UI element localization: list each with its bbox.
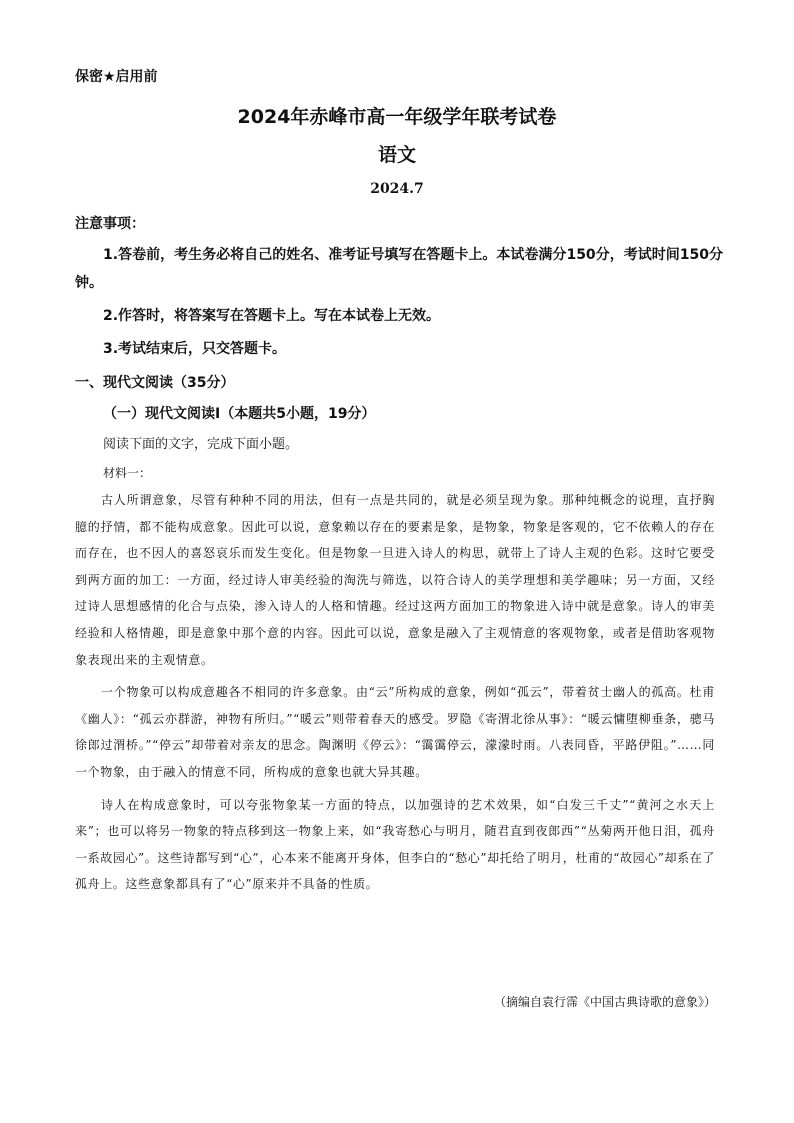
subject-title: 语文 xyxy=(377,144,416,166)
confidential-mark: 保密★启用前 xyxy=(75,69,158,85)
passage-paragraph: 诗人在构成意象时，可以夸张物象某一方面的特点，以加强诗的艺术效果，如“白发三千丈”“黄河之水天上来”；也可以将另一物象的特点移到这一物象上来，如“我寄愁心与明月，随君直到夜郎西”“丛菊两开他日泪，孤舟一系故园心”。这些诗都写到“心”，心本来不能离开身体，但李白的“愁心”却托给了明月，杜甫的“故园心”却系在了孤舟上。这些意象都具有了“心”原来并不具备的性质。 xyxy=(75,797,715,892)
notice-item: 1.答卷前，考生务必将自己的姓名、准考证号填写在答题卡上。本试卷满分150分，考试时间150分钟。 xyxy=(75,247,723,291)
passage-paragraph: 古人所谓意象，尽管有种种不同的用法，但有一点是共同的，就是必须呈现为象。那种纯概念的说理，直抒胸臆的抒情，都不能构成意象。因此可以说，意象赖以存在的要素是象，是物象，物象是客观的，它不依赖人的存在而存在，也不因人的喜怒哀乐而发生变化。但是物象一旦进入诗人的构思，就带上了诗人主观的色彩。这时它要受到两方面的加工：一方面，经过诗人审美经验的淘洗与筛选，以符合诗人的美学理想和美学趣味；另一方面，又经过诗人思想感情的化合与点染，渗入诗人的人格和情趣。经过这两方面加工的物象进入诗中就是意象。诗人的审美经验和人格情趣，即是意象中那个意的内容。因此可以说，意象是融入了主观情意的客观物象，或者是借助客观物象表现出来的主观情意。 xyxy=(75,493,715,667)
reading-instruction: 阅读下面的文字，完成下面小题。 xyxy=(103,437,299,452)
subsection-heading: （一）现代文阅读Ⅰ（本题共5小题，19分） xyxy=(103,406,376,422)
notice-heading: 注意事项： xyxy=(75,216,145,232)
passage-paragraph: 一个物象可以构成意趣各不相同的许多意象。由“云”所构成的意象，例如“孤云”，带着贫士幽人的孤高。杜甫《幽人》：“孤云亦群游，神物有所归。”“暖云”则带着春天的感受。罗隐《寄渭北徐从事》：“暖云慵堕柳垂条，骢马徐郎过渭桥。”“停云”却带着对亲友的思念。陶渊明《停云》：“霭霭停云，濛濛时雨。八表同昏，平路伊阻。”……同一个物象，由于融入的情意不同，所构成的意象也就大异其趣。 xyxy=(75,685,715,779)
reading-passage xyxy=(75,487,715,904)
notice-item: 3.考试结束后，只交答题卡。 xyxy=(103,341,287,357)
exam-title: 2024年赤峰市高一年级学年联考试卷 xyxy=(237,106,557,128)
material-label: 材料一： xyxy=(103,466,152,480)
section-heading: 一、现代文阅读（35分） xyxy=(75,375,235,391)
notice-list xyxy=(75,241,723,368)
exam-date: 2024.7 xyxy=(370,181,424,197)
notice-item: 2.作答时，将答案写在答题卡上。写在本试卷上无效。 xyxy=(103,308,441,324)
passage-source: （摘编自袁行霈《中国古典诗歌的意象》） xyxy=(493,995,716,1009)
